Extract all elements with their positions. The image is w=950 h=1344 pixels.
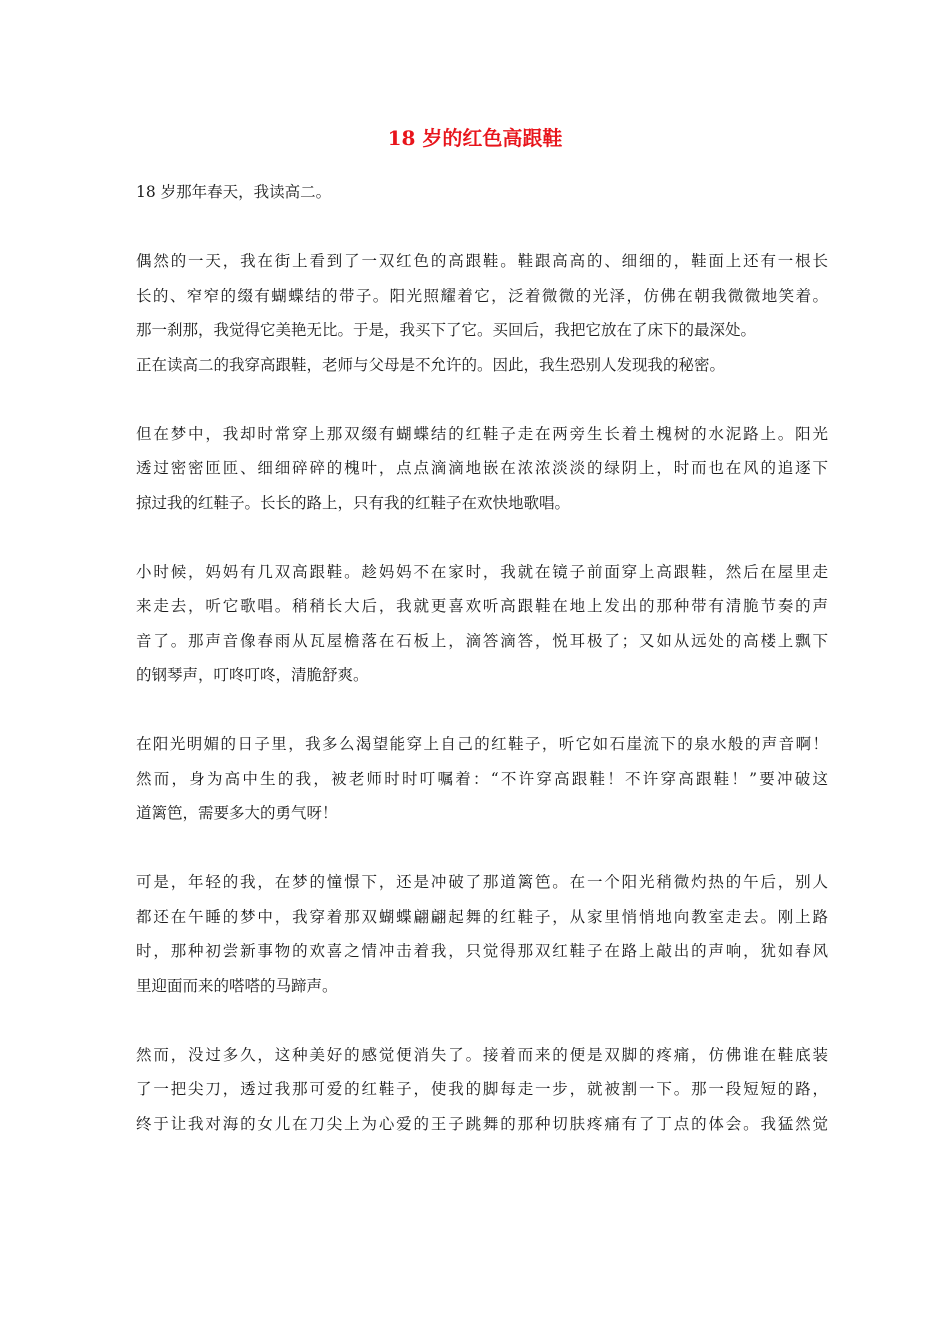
paragraph-line: 的钢琴声，叮咚叮咚，清脆舒爽。 xyxy=(136,666,369,684)
paragraph-line: 然而，没过多久，这种美好的感觉便消失了。接着而来的便是双脚的疼痛，仿佛谁在鞋底装 xyxy=(136,1045,828,1064)
paragraph xyxy=(136,244,828,382)
paragraph xyxy=(136,1038,828,1142)
paragraph-line: 那一刹那，我觉得它美艳无比。于是，我买下了它。买回后，我把它放在了床下的最深处。 xyxy=(136,321,757,339)
paragraph-line: 可是，年轻的我，在梦的憧憬下，还是冲破了那道篱笆。在一个阳光稍微灼热的午后，别人 xyxy=(136,873,828,891)
paragraph-gap xyxy=(136,1003,828,1038)
paragraph-line: 终于让我对海的女儿在刀尖上为心爱的王子跳舞的那种切肤疼痛有了丁点的体会。我猛然觉 xyxy=(136,1114,828,1133)
paragraph-line: 掠过我的红鞋子。长长的路上，只有我的红鞋子在欢快地歌唱。 xyxy=(136,493,571,512)
paragraph-line: 正在读高二的我穿高跟鞋，老师与父母是不允许的。因此，我生恐别人发现我的秘密。 xyxy=(136,355,726,374)
paragraph-line: 18 岁那年春天，我读高二。 xyxy=(136,183,332,201)
paragraph-gap xyxy=(136,520,828,555)
paragraph-gap xyxy=(136,210,828,245)
paragraph-line: 了一把尖刀，透过我那可爱的红鞋子，使我的脚每走一步，就被割一下。那一段短短的路， xyxy=(136,1080,828,1098)
paragraph-line: 来走去，听它歌唱。稍稍长大后，我就更喜欢听高跟鞋在地上发出的那种带有清脆节奏的声 xyxy=(136,597,828,615)
paragraph-line: 时，那种初尝新事物的欢喜之情冲击着我，只觉得那双红鞋子在路上敲出的声响，犹如春风 xyxy=(136,942,828,960)
paragraph-line: 透过密密匝匝、细细碎碎的槐叶，点点滴滴地嵌在浓浓淡淡的绿阴上，时而也在风的追逐下 xyxy=(136,459,828,477)
paragraph-line: 小时候，妈妈有几双高跟鞋。趁妈妈不在家时，我就在镜子前面穿上高跟鞋，然后在屋里走 xyxy=(136,562,828,581)
paragraph-line: 音了。那声音像春雨从瓦屋檐落在石板上，滴答滴答，悦耳极了；又如从远处的高楼上飘下 xyxy=(136,631,828,650)
paragraph xyxy=(136,865,828,1003)
paragraph-line: 在阳光明媚的日子里，我多么渴望能穿上自己的红鞋子，听它如石崖流下的泉水般的声音啊！ xyxy=(136,735,828,753)
paragraph-gap xyxy=(136,831,828,866)
document-title: 18 岁的红色高跟鞋 xyxy=(387,126,563,150)
paragraph-line: 道篱笆，需要多大的勇气呀！ xyxy=(136,804,338,822)
paragraph-line: 但在梦中，我却时常穿上那双缀有蝴蝶结的红鞋子走在两旁生长着土槐树的水泥路上。阳光 xyxy=(136,424,828,443)
paragraph-line: 都还在午睡的梦中，我穿着那双蝴蝶翩翩起舞的红鞋子，从家里悄悄地向教室走去。刚上路 xyxy=(136,907,828,926)
paragraph-gap xyxy=(136,693,828,728)
paragraph xyxy=(136,417,828,521)
paragraph xyxy=(136,555,828,693)
paragraph xyxy=(136,727,828,831)
paragraph-line: 偶然的一天，我在街上看到了一双红色的高跟鞋。鞋跟高高的、细细的，鞋面上还有一根长 xyxy=(136,252,828,270)
paragraph xyxy=(136,175,828,210)
paragraph-gap xyxy=(136,382,828,417)
paragraph-line: 长的、窄窄的缀有蝴蝶结的带子。阳光照耀着它，泛着微微的光泽，仿佛在朝我微微地笑着。 xyxy=(136,286,828,305)
paragraph-line: 然而，身为高中生的我，被老师时时叮嘱着：“不许穿高跟鞋！不许穿高跟鞋！”要冲破这 xyxy=(136,769,828,788)
document-body xyxy=(136,175,828,1141)
paragraph-line: 里迎面而来的嗒嗒的马蹄声。 xyxy=(136,976,338,995)
